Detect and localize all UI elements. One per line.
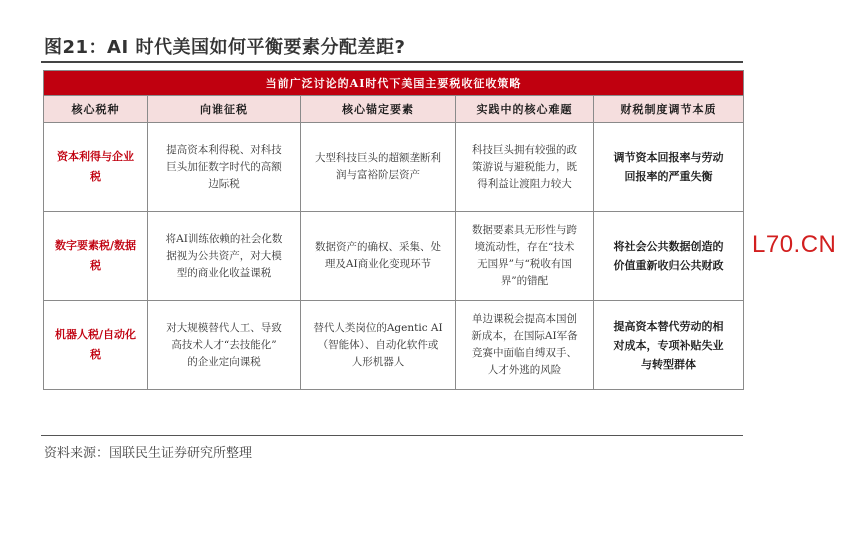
anchor-cell: 替代人类岗位的Agentic AI （智能体）、自动化软件或 人形机器人 bbox=[301, 301, 456, 390]
header-taxpayer: 向谁征税 bbox=[148, 96, 301, 123]
table-row bbox=[44, 301, 744, 390]
problem-cell: 数据要素具无形性与跨 境流动性，存在“技术 无国界”与“税收有国 界”的错配 bbox=[456, 212, 594, 301]
table-row bbox=[44, 123, 744, 212]
essence-cell: 将社会公共数据创造的 价值重新收归公共财政 bbox=[594, 212, 744, 301]
title-divider bbox=[41, 61, 743, 63]
header-problem: 实践中的核心难题 bbox=[456, 96, 594, 123]
anchor-cell: 大型科技巨头的超额垄断利 润与富裕阶层资产 bbox=[301, 123, 456, 212]
watermark: L70.CN bbox=[752, 231, 837, 258]
tax-type-cell: 资本利得与企业 税 bbox=[44, 123, 148, 212]
figure-title: 图21：AI 时代美国如何平衡要素分配差距? bbox=[44, 37, 406, 58]
table-banner: 当前广泛讨论的AI时代下美国主要税收征收策略 bbox=[44, 71, 744, 96]
problem-cell: 科技巨头拥有较强的政 策游说与避税能力，既 得利益让渡阻力较大 bbox=[456, 123, 594, 212]
header-essence: 财税制度调节本质 bbox=[594, 96, 744, 123]
tax-strategy-table bbox=[43, 70, 743, 390]
tax-type-cell: 数字要素税/数据 税 bbox=[44, 212, 148, 301]
essence-cell: 调节资本回报率与劳动 回报率的严重失衡 bbox=[594, 123, 744, 212]
footer-divider bbox=[41, 435, 743, 436]
table-row bbox=[44, 212, 744, 301]
tax-type-cell: 机器人税/自动化 税 bbox=[44, 301, 148, 390]
header-anchor: 核心锚定要素 bbox=[301, 96, 456, 123]
essence-cell: 提高资本替代劳动的相 对成本，专项补贴失业 与转型群体 bbox=[594, 301, 744, 390]
source-note: 资料来源：国联民生证券研究所整理 bbox=[44, 446, 253, 461]
anchor-cell: 数据资产的确权、采集、处 理及AI商业化变现环节 bbox=[301, 212, 456, 301]
taxpayer-cell: 提高资本利得税、对科技 巨头加征数字时代的高额 边际税 bbox=[148, 123, 301, 212]
problem-cell: 单边课税会提高本国创 新成本，在国际AI军备 竞赛中面临自缚双手、 人才外逃的风险 bbox=[456, 301, 594, 390]
taxpayer-cell: 对大规模替代人工、导致 高技术人才“去技能化” 的企业定向课税 bbox=[148, 301, 301, 390]
taxpayer-cell: 将AI训练依赖的社会化数 据视为公共资产，对大模 型的商业化收益课税 bbox=[148, 212, 301, 301]
header-tax-type: 核心税种 bbox=[44, 96, 148, 123]
